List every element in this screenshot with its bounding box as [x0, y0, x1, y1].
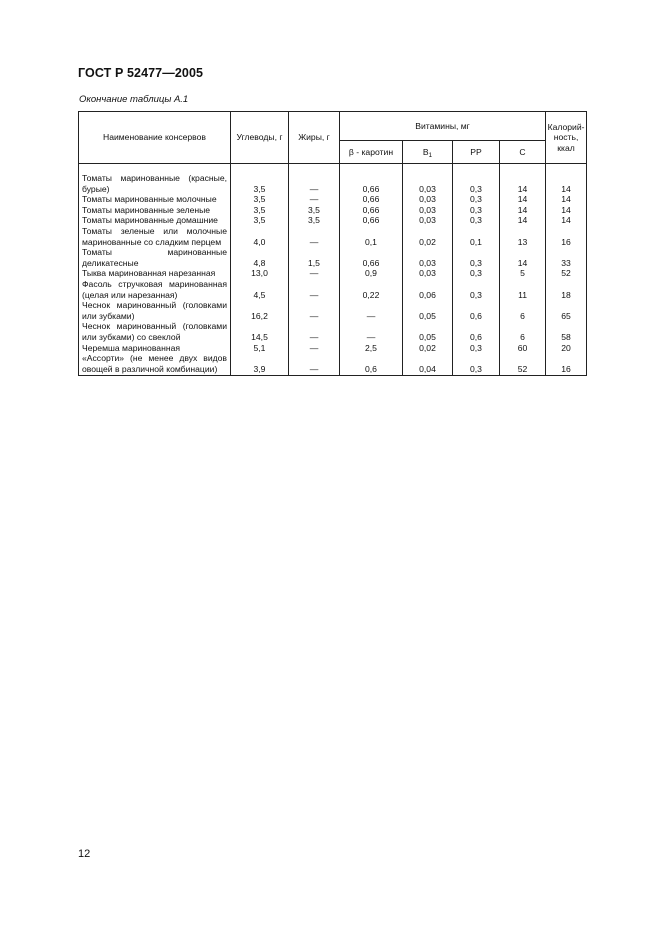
table-body — [79, 173, 587, 376]
product-name: Томаты маринованные (красные, бурые) — [79, 173, 231, 194]
beta-carotene-cell: 0,66 — [340, 194, 403, 205]
header-name: Наименование консервов — [79, 112, 231, 164]
header-vitamins: Витамины, мг — [340, 112, 546, 141]
calories-cell: 18 — [546, 279, 587, 300]
calories-cell: 33 — [546, 247, 587, 268]
header-carbs: Углеводы, г — [231, 112, 289, 164]
beta-carotene-cell: 0,22 — [340, 279, 403, 300]
beta-carotene-cell: 2,5 — [340, 343, 403, 354]
calories-cell: 14 — [546, 194, 587, 205]
c-cell: 14 — [500, 247, 546, 268]
calories-cell: 16 — [546, 226, 587, 247]
beta-carotene-cell: 0,66 — [340, 173, 403, 194]
pp-cell: 0,6 — [453, 300, 500, 321]
product-name: Черемша маринованная — [79, 343, 231, 354]
calories-cell: 16 — [546, 353, 587, 376]
table-row — [79, 226, 587, 247]
carbs-cell: 5,1 — [231, 343, 289, 354]
calories-cell: 14 — [546, 205, 587, 216]
calories-cell: 65 — [546, 300, 587, 321]
header-fats: Жиры, г — [289, 112, 340, 164]
beta-carotene-cell: 0,9 — [340, 268, 403, 279]
c-cell: 52 — [500, 353, 546, 376]
table-row — [79, 353, 587, 376]
c-cell: 6 — [500, 300, 546, 321]
carbs-cell: 3,5 — [231, 173, 289, 194]
b1-cell: 0,05 — [403, 321, 453, 342]
fats-cell: — — [289, 321, 340, 342]
calories-cell: 52 — [546, 268, 587, 279]
carbs-cell: 3,5 — [231, 205, 289, 216]
table-row — [79, 247, 587, 268]
header-pp: РР — [453, 141, 500, 164]
pp-cell: 0,3 — [453, 353, 500, 376]
header-c: С — [500, 141, 546, 164]
pp-cell: 0,3 — [453, 268, 500, 279]
c-cell: 13 — [500, 226, 546, 247]
fats-cell: — — [289, 226, 340, 247]
pp-cell: 0,3 — [453, 173, 500, 194]
product-name: Томаты маринованные зеленые — [79, 205, 231, 216]
b1-cell: 0,02 — [403, 226, 453, 247]
header-beta-carotene: β - каротин — [340, 141, 403, 164]
page-number: 12 — [78, 848, 91, 860]
carbs-cell: 16,2 — [231, 300, 289, 321]
b1-cell: 0,03 — [403, 173, 453, 194]
pp-cell: 0,3 — [453, 205, 500, 216]
header-b1 — [403, 141, 453, 164]
product-name: Тыква маринованная нарезанная — [79, 268, 231, 279]
table-row — [79, 343, 587, 354]
fats-cell: — — [289, 268, 340, 279]
header-b1-letter: В — [422, 146, 429, 157]
header-calories: Калорий-ность, ккал — [546, 112, 587, 164]
table-row — [79, 321, 587, 342]
calories-cell: 20 — [546, 343, 587, 354]
table-row — [79, 268, 587, 279]
c-cell: 14 — [500, 215, 546, 226]
carbs-cell: 3,9 — [231, 353, 289, 376]
pp-cell: 0,3 — [453, 194, 500, 205]
header-b1-subscript: 1 — [428, 151, 433, 159]
beta-carotene-cell: 0,66 — [340, 205, 403, 216]
b1-cell: 0,03 — [403, 215, 453, 226]
product-name: Томаты маринованные деликатесные — [79, 247, 231, 268]
carbs-cell: 4,0 — [231, 226, 289, 247]
b1-cell: 0,03 — [403, 268, 453, 279]
beta-carotene-cell: 0,66 — [340, 215, 403, 226]
b1-cell: 0,05 — [403, 300, 453, 321]
b1-cell: 0,04 — [403, 353, 453, 376]
beta-carotene-cell: — — [340, 321, 403, 342]
pp-cell: 0,3 — [453, 247, 500, 268]
c-cell: 14 — [500, 173, 546, 194]
table-row — [79, 205, 587, 216]
product-name: Томаты маринованные молочные — [79, 194, 231, 205]
fats-cell: — — [289, 279, 340, 300]
table-row — [79, 279, 587, 300]
fats-cell: 3,5 — [289, 215, 340, 226]
product-name: Чеснок маринованный (головками или зубками) — [79, 300, 231, 321]
c-cell: 60 — [500, 343, 546, 354]
beta-carotene-cell: 0,1 — [340, 226, 403, 247]
fats-cell: 1,5 — [289, 247, 340, 268]
carbs-cell: 3,5 — [231, 194, 289, 205]
beta-carotene-cell: 0,66 — [340, 247, 403, 268]
b1-cell: 0,03 — [403, 205, 453, 216]
product-name: Фасоль стручковая маринованная (целая или нарезанная) — [79, 279, 231, 300]
calories-cell: 14 — [546, 173, 587, 194]
carbs-cell: 14,5 — [231, 321, 289, 342]
pp-cell: 0,6 — [453, 321, 500, 342]
table-row — [79, 215, 587, 226]
pp-cell: 0,1 — [453, 226, 500, 247]
c-cell: 5 — [500, 268, 546, 279]
product-name: Томаты маринованные домашние — [79, 215, 231, 226]
table-caption: Окончание таблицы А.1 — [79, 94, 189, 105]
carbs-cell: 4,8 — [231, 247, 289, 268]
fats-cell: — — [289, 353, 340, 376]
table-row — [79, 194, 587, 205]
product-name: Томаты зеленые или молочные маринованные со сладким перцем — [79, 226, 231, 247]
calories-cell: 58 — [546, 321, 587, 342]
product-name: «Ассорти» (не менее двух видов овощей в различной комбинации) — [79, 353, 231, 376]
table-row — [79, 173, 587, 194]
calories-cell: 14 — [546, 215, 587, 226]
document-title: ГОСТ Р 52477—2005 — [78, 66, 204, 80]
fats-cell: — — [289, 343, 340, 354]
fats-cell: — — [289, 300, 340, 321]
b1-cell: 0,02 — [403, 343, 453, 354]
b1-cell: 0,03 — [403, 247, 453, 268]
product-name: Чеснок маринованный (головками или зубками) со свеклой — [79, 321, 231, 342]
nutrition-table — [78, 111, 587, 376]
b1-cell: 0,03 — [403, 194, 453, 205]
c-cell: 14 — [500, 194, 546, 205]
c-cell: 14 — [500, 205, 546, 216]
fats-cell: — — [289, 194, 340, 205]
carbs-cell: 4,5 — [231, 279, 289, 300]
carbs-cell: 13,0 — [231, 268, 289, 279]
pp-cell: 0,3 — [453, 279, 500, 300]
fats-cell: — — [289, 173, 340, 194]
beta-carotene-cell: 0,6 — [340, 353, 403, 376]
pp-cell: 0,3 — [453, 215, 500, 226]
table-row — [79, 300, 587, 321]
pp-cell: 0,3 — [453, 343, 500, 354]
b1-cell: 0,06 — [403, 279, 453, 300]
beta-carotene-cell: — — [340, 300, 403, 321]
c-cell: 11 — [500, 279, 546, 300]
c-cell: 6 — [500, 321, 546, 342]
fats-cell: 3,5 — [289, 205, 340, 216]
carbs-cell: 3,5 — [231, 215, 289, 226]
